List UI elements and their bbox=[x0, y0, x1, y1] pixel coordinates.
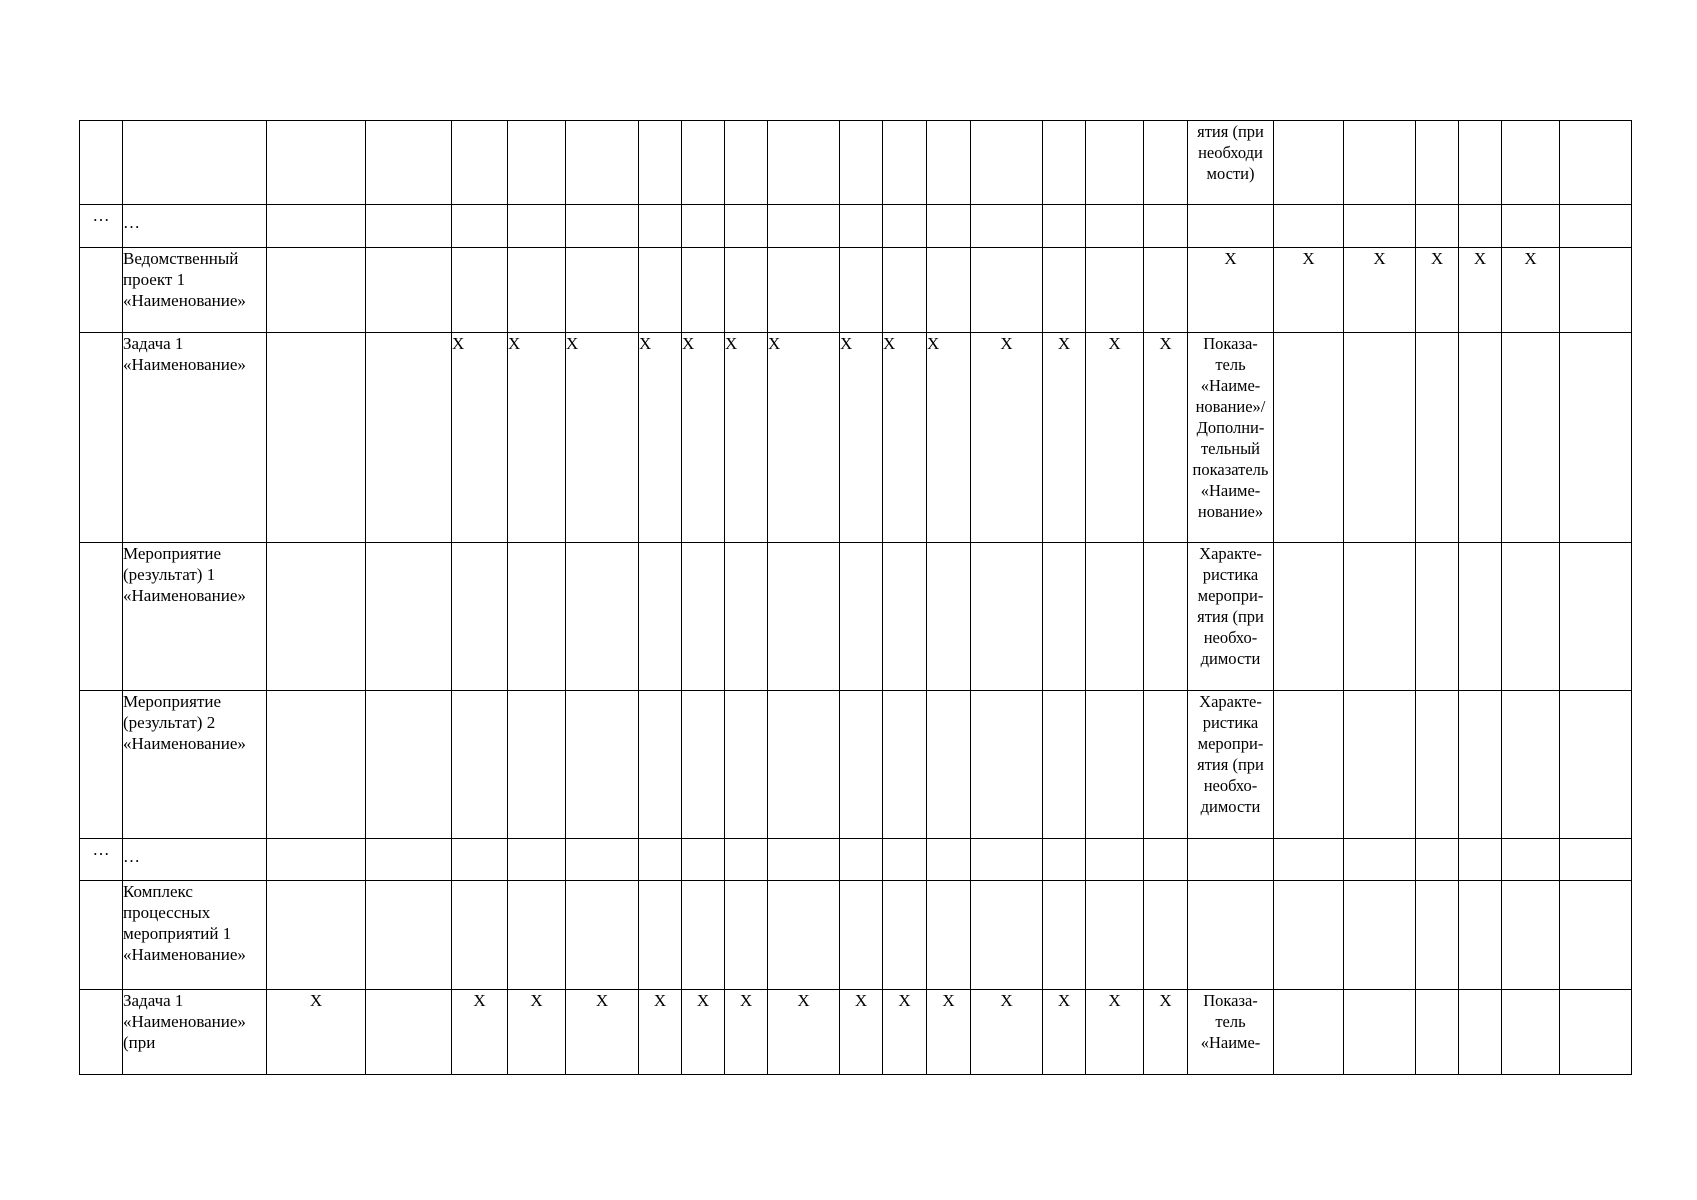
x-mark: X bbox=[267, 990, 366, 1075]
note-cell: Показа- тель «Наиме- bbox=[1188, 990, 1274, 1075]
x-mark: X bbox=[682, 333, 725, 543]
x-mark: X bbox=[682, 990, 725, 1075]
x-mark: X bbox=[840, 333, 883, 543]
x-mark: X bbox=[1459, 248, 1502, 333]
x-mark: X bbox=[840, 990, 883, 1075]
x-mark: X bbox=[1274, 248, 1344, 333]
row-number-cell: … bbox=[80, 205, 123, 248]
table-row bbox=[80, 691, 1632, 839]
table-row bbox=[80, 990, 1632, 1075]
x-mark: X bbox=[725, 333, 768, 543]
x-mark: X bbox=[639, 333, 682, 543]
x-mark: X bbox=[639, 990, 682, 1075]
x-mark: X bbox=[1043, 990, 1086, 1075]
x-mark: X bbox=[452, 990, 508, 1075]
x-mark: X bbox=[768, 990, 840, 1075]
table-row bbox=[80, 333, 1632, 543]
x-mark: X bbox=[883, 333, 927, 543]
row-name-cell: Ведомственный проект 1 «Наименование» bbox=[123, 248, 267, 333]
table-row bbox=[80, 248, 1632, 333]
x-mark: X bbox=[768, 333, 840, 543]
row-name-cell: Мероприятие (результат) 1 «Наименование» bbox=[123, 543, 267, 691]
x-mark: X bbox=[971, 333, 1043, 543]
x-mark: X bbox=[566, 990, 639, 1075]
x-mark: X bbox=[1344, 248, 1416, 333]
row-name-cell: … bbox=[123, 839, 267, 881]
x-mark: X bbox=[1188, 248, 1274, 333]
x-mark: X bbox=[1086, 333, 1144, 543]
x-mark: X bbox=[883, 990, 927, 1075]
row-name-cell: Задача 1 «Наименование» bbox=[123, 333, 267, 543]
x-mark: X bbox=[508, 333, 566, 543]
table-row bbox=[80, 881, 1632, 990]
table-row bbox=[80, 543, 1632, 691]
x-mark: X bbox=[725, 990, 768, 1075]
note-cell: ятия (при необходи мости) bbox=[1188, 121, 1274, 205]
x-mark: X bbox=[452, 333, 508, 543]
x-mark: X bbox=[1043, 333, 1086, 543]
table-row bbox=[80, 205, 1632, 248]
x-mark: X bbox=[1144, 990, 1188, 1075]
row-number-cell: … bbox=[80, 839, 123, 881]
x-mark: X bbox=[566, 333, 639, 543]
note-cell: Характе- ристика меропри- ятия (при необхо- димости bbox=[1188, 691, 1274, 839]
x-mark: X bbox=[508, 990, 566, 1075]
table-row bbox=[80, 121, 1632, 205]
structure-table bbox=[79, 120, 1632, 1075]
x-mark: X bbox=[927, 333, 971, 543]
x-mark: X bbox=[971, 990, 1043, 1075]
row-name-cell: Мероприятие (результат) 2 «Наименование» bbox=[123, 691, 267, 839]
x-mark: X bbox=[1144, 333, 1188, 543]
table-row bbox=[80, 839, 1632, 881]
row-name-cell bbox=[123, 121, 267, 205]
row-number-cell bbox=[80, 121, 123, 205]
x-mark: X bbox=[1416, 248, 1459, 333]
x-mark: X bbox=[927, 990, 971, 1075]
row-name-cell: Комплекс процессных мероприятий 1 «Наименование» bbox=[123, 881, 267, 990]
row-name-cell: Задача 1 «Наименование» (при bbox=[123, 990, 267, 1075]
note-cell: Показа- тель «Наиме- нование»/ Дополни- тельный показатель «Наиме- нование» bbox=[1188, 333, 1274, 543]
row-name-cell: … bbox=[123, 205, 267, 248]
x-mark: X bbox=[1086, 990, 1144, 1075]
x-mark: X bbox=[1502, 248, 1560, 333]
note-cell: Характе- ристика меропри- ятия (при необхо- димости bbox=[1188, 543, 1274, 691]
